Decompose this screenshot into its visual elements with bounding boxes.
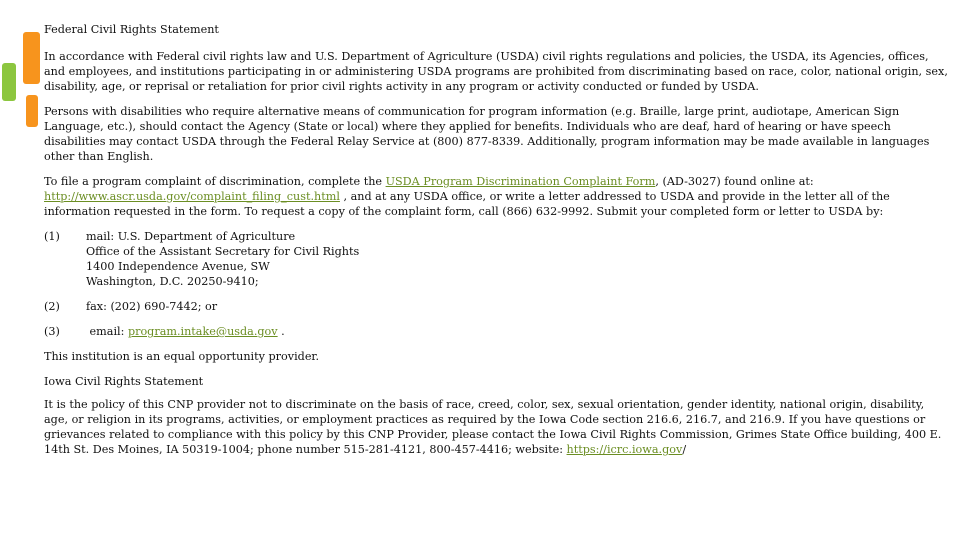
option-number: (1) [44,230,60,243]
email-link[interactable]: program.intake@usda.gov [127,325,278,338]
federal-heading: Federal Civil Rights Statement [44,23,219,36]
green-accent-bar [2,63,16,101]
email-suffix: . [277,325,285,338]
para3-mid: , (AD-3027) found online at: [655,175,814,188]
federal-paragraph-1: In accordance with Federal civil rights law and U.S. Department of Agriculture (USDA) civil rights regulations and policies, the USDA, its Agencies, offices, and employees, and institutions participating in or administering USDA programs are prohibited from discriminating based on race, color, national origin, sex, disability, age, or reprisal or retaliation for prior civil rights activity in any program or activity conducted or funded by USDA. [44,50,948,93]
address-line: mail: U.S. Department of Agriculture [86,230,296,243]
iowa-heading: Iowa Civil Rights Statement [44,375,204,388]
para3-start: To file a program complaint of discrimination, complete the [44,175,386,188]
address-line: 1400 Independence Avenue, SW [86,260,270,273]
submit-option-fax [44,299,950,314]
complaint-form-link[interactable]: USDA Program Discrimination Complaint Form [385,175,656,188]
orange-accent-bar-lower [26,95,38,127]
option-number: (3) [44,325,60,338]
mail-address [86,229,950,289]
address-line: Office of the Assistant Secretary for Civil Rights [86,245,360,258]
statement-content [44,22,950,467]
iowa-paragraph-text: It is the policy of this CNP provider not to discriminate on the basis of race, creed, color, sex, sexual orientation, gender identity, national origin, disability, age, or religion in its programs, activities, or employment practices as required by the Iowa Code section 216.6, 216.7, and 216.9. If you have questions or grievances related to compliance with this policy by this CNP Provider, please contact the Iowa Civil Rights Commission, Grimes State Office building, 400 E. 14th St. Des Moines, IA 50319-1004; phone number 515-281-4121, 800-457-4416; website: [44,398,942,456]
equal-opportunity-statement: This institution is an equal opportunity provider. [44,350,320,363]
email-line [86,324,950,339]
icrc-website-link[interactable]: https://icrc.iowa.gov [566,443,683,456]
iowa-paragraph-end: / [682,443,687,456]
federal-paragraph-3 [44,174,950,219]
iowa-paragraph [44,397,950,457]
submit-option-mail [44,229,950,289]
email-prefix: email: [86,325,128,338]
federal-paragraph-2: Persons with disabilities who require alternative means of communication for program information (e.g. Braille, large print, audiotape, American Sign Language, etc.), should contact the Agency (State or local) where they applied for benefits. Individuals who are deaf, hard of hearing or have speech disabilities may contact USDA through the Federal Relay Service at (800) 877-8339. Additionally, program information may be made available in languages other than English. [44,105,930,163]
submit-option-email [44,324,950,339]
option-number: (2) [44,300,60,313]
complaint-filing-url-link[interactable]: http://www.ascr.usda.gov/complaint_filing_cust.html [44,190,340,203]
fax-number: fax: (202) 690-7442; or [86,300,218,313]
address-line: Washington, D.C. 20250-9410; [86,275,259,288]
orange-accent-bar [23,32,40,84]
para3-end: , and at any USDA office, or write a letter addressed to USDA and provide in the letter all of the information requested in the form. To request a copy of the complaint form, call (866) 632-9992. Submit your completed form or letter to USDA by: [44,190,890,218]
